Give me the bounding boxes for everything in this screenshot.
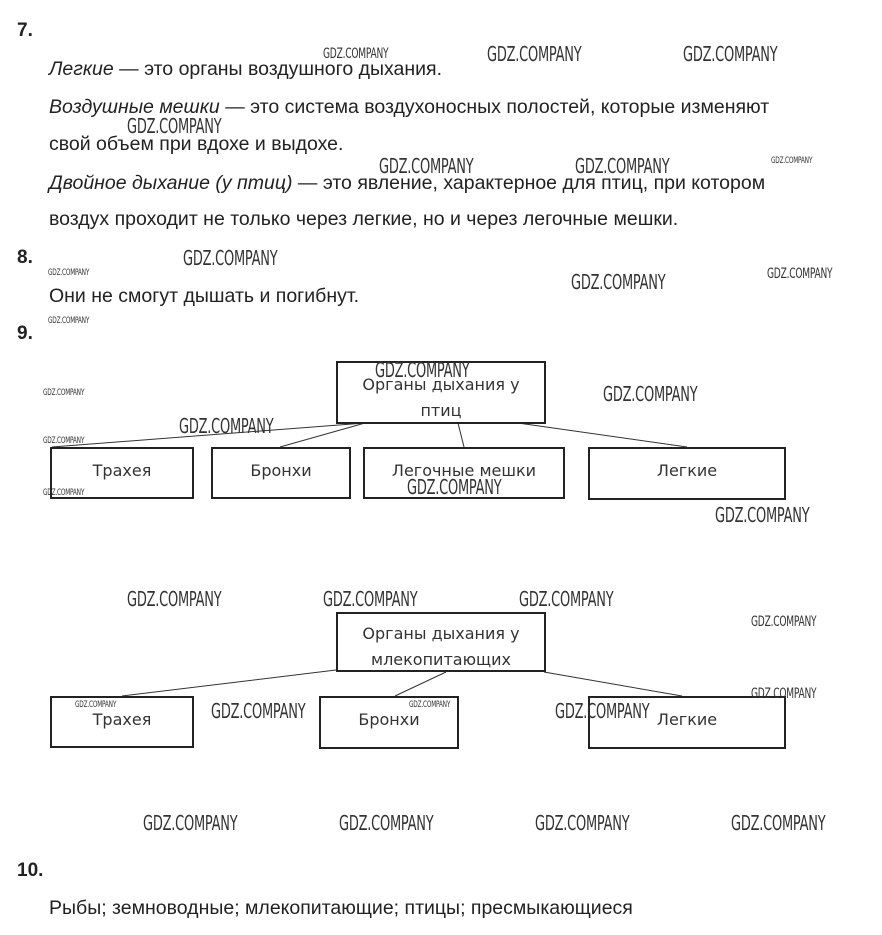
mammals-child-label: Трахея	[92, 710, 152, 729]
definition-air-sacs-line2: свой объем при вдохе и выдохе.	[49, 133, 344, 155]
watermark: GDZ.COMPANY	[409, 700, 451, 710]
term-double-breathing: Двойное дыхание (у птиц)	[49, 172, 293, 194]
watermark: GDZ.COMPANY	[43, 388, 85, 398]
birds-root-line2: птиц	[420, 401, 462, 420]
birds-child-label: Бронхи	[250, 461, 312, 480]
watermark: GDZ.COMPANY	[48, 316, 90, 326]
watermark: GDZ.COMPANY	[379, 154, 474, 178]
mammals-child-label: Бронхи	[358, 710, 420, 729]
definition-lungs-text: — это органы воздушного дыхания.	[113, 58, 443, 80]
watermark: GDZ.COMPANY	[211, 699, 306, 723]
watermark: GDZ.COMPANY	[519, 587, 614, 611]
watermark: GDZ.COMPANY	[43, 488, 85, 498]
watermark: GDZ.COMPANY	[751, 614, 817, 630]
term-air-sacs: Воздушные мешки	[49, 96, 220, 118]
question-number-10: 10.	[17, 860, 44, 881]
watermark: GDZ.COMPANY	[339, 811, 434, 835]
mammals-child-label: Легкие	[656, 710, 718, 729]
birds-root-line1: Органы дыхания у	[362, 375, 520, 394]
mammals-child-trachea	[50, 696, 194, 748]
watermark: GDZ.COMPANY	[767, 266, 833, 282]
mammals-root-box	[336, 612, 546, 672]
birds-child-lungs	[588, 447, 786, 500]
term-lungs: Легкие	[49, 58, 114, 80]
birds-child-label: Трахея	[92, 461, 152, 480]
mammals-root-line1: Органы дыхания у	[362, 624, 520, 643]
birds-child-label: Легочные мешки	[391, 461, 537, 480]
watermark: GDZ.COMPANY	[571, 270, 666, 294]
watermark: GDZ.COMPANY	[127, 114, 222, 138]
watermark: GDZ.COMPANY	[683, 42, 778, 66]
watermark: GDZ.COMPANY	[43, 436, 85, 446]
watermark: GDZ.COMPANY	[731, 811, 826, 835]
watermark: GDZ.COMPANY	[715, 503, 810, 527]
watermark: GDZ.COMPANY	[555, 699, 650, 723]
watermark: GDZ.COMPANY	[751, 686, 817, 702]
watermark: GDZ.COMPANY	[127, 587, 222, 611]
watermark: GDZ.COMPANY	[179, 414, 274, 438]
watermark: GDZ.COMPANY	[143, 811, 238, 835]
question-number-7: 7.	[17, 20, 33, 41]
answer-10: Рыбы; земноводные; млекопитающие; птицы; пресмыкающиеся	[49, 897, 633, 919]
watermark: GDZ.COMPANY	[575, 154, 670, 178]
watermark: GDZ.COMPANY	[323, 587, 418, 611]
definition-double-breathing-text: — это явление, характерное для птиц, при котором	[292, 172, 766, 194]
definition-air-sacs-text: — это система воздухоносных полостей, которые изменяют	[219, 96, 770, 118]
watermark: GDZ.COMPANY	[487, 42, 582, 66]
watermark: GDZ.COMPANY	[771, 156, 813, 166]
birds-child-bronchi	[211, 447, 351, 499]
watermark: GDZ.COMPANY	[375, 358, 470, 382]
mammals-root-line2: млекопитающих	[371, 650, 511, 669]
watermark: GDZ.COMPANY	[183, 246, 278, 270]
watermark: GDZ.COMPANY	[535, 811, 630, 835]
birds-child-label: Легкие	[656, 461, 718, 480]
definition-double-breathing-line2: воздух проходит не только через легкие, но и через легочные мешки.	[49, 208, 679, 230]
question-number-8: 8.	[17, 247, 33, 268]
watermark: GDZ.COMPANY	[603, 382, 698, 406]
watermark: GDZ.COMPANY	[75, 700, 117, 710]
watermark: GDZ.COMPANY	[407, 475, 502, 499]
question-number-9: 9.	[17, 323, 33, 344]
answer-8: Они не смогут дышать и погибнут.	[49, 285, 360, 307]
watermark: GDZ.COMPANY	[323, 46, 389, 62]
watermark: GDZ.COMPANY	[48, 268, 90, 278]
